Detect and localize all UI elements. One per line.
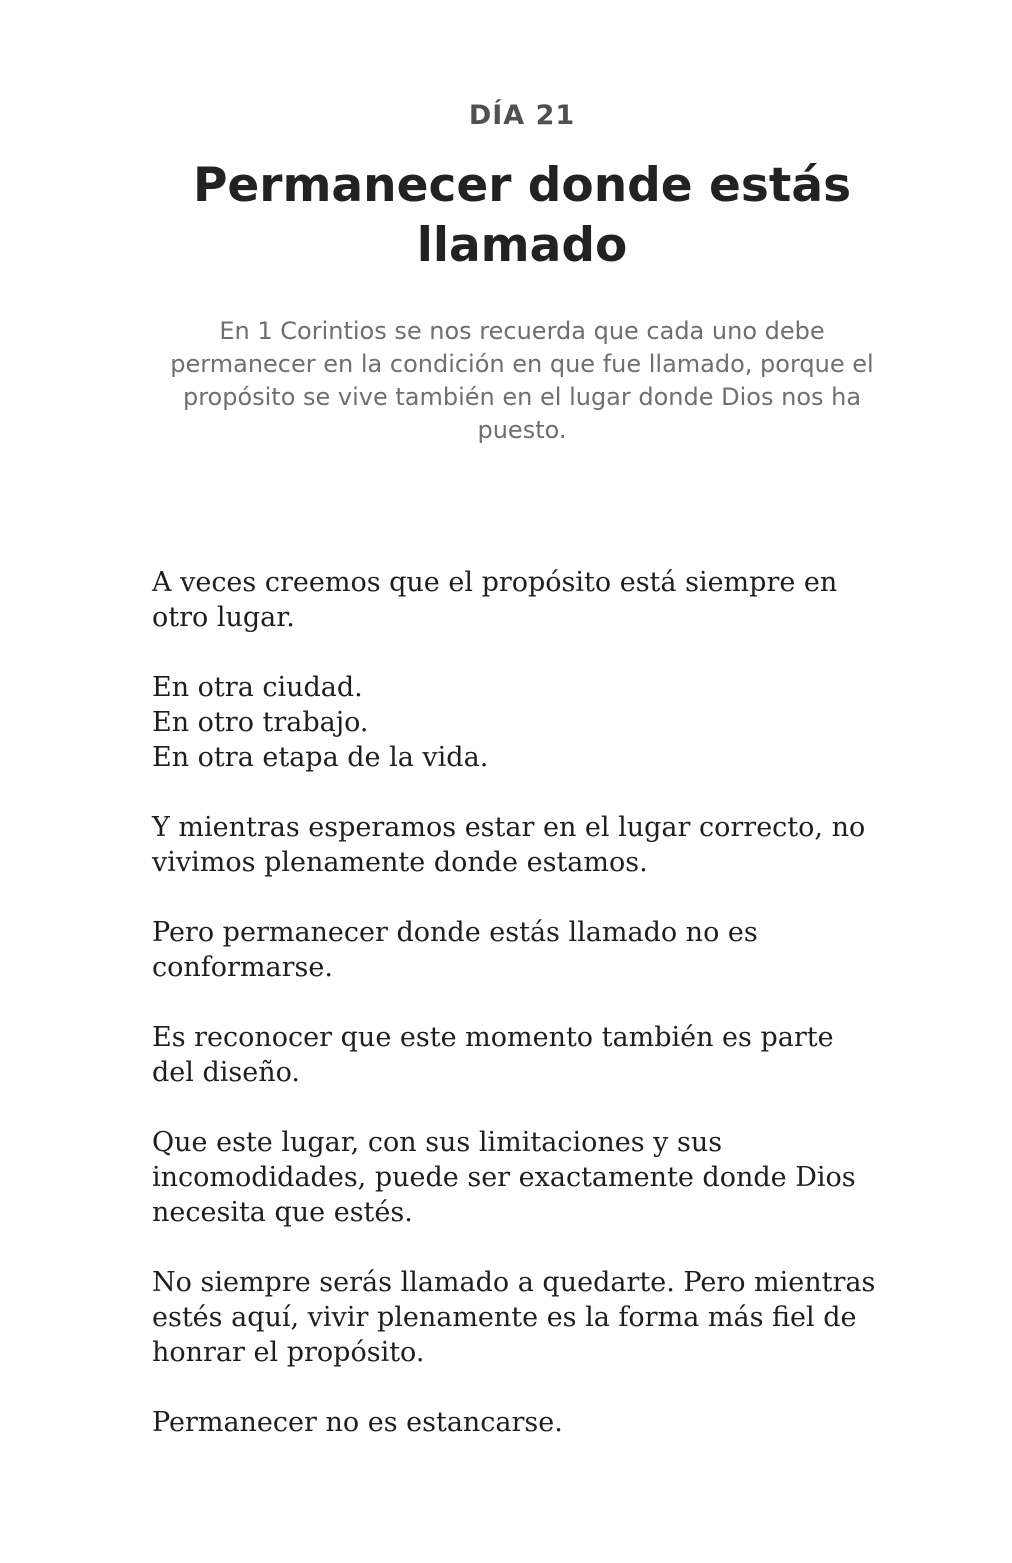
body-text bbox=[152, 565, 882, 1475]
paragraph: Pero permanecer donde estás llamado no es conformarse. bbox=[152, 917, 758, 983]
intro-text: En 1 Corintios se nos recuerda que cada uno debe permanecer en la condición en que fue llamado, porque el propósito se vive también en el lugar donde Dios nos ha puesto. bbox=[170, 317, 874, 444]
paragraph: Que este lugar, con sus limitaciones y sus incomodidades, puede ser exactamente donde Dios necesita que estés. bbox=[152, 1127, 856, 1228]
paragraph: Es reconocer que este momento también es parte del diseño. bbox=[152, 1022, 834, 1088]
paragraph: En otra ciudad. En otro trabajo. En otra etapa de la vida. bbox=[152, 672, 489, 773]
paragraph: No siempre serás llamado a quedarte. Pero mientras estés aquí, vivir plenamente es la forma más fiel de honrar el propósito. bbox=[152, 1267, 876, 1368]
day-label: DÍA 21 bbox=[468, 100, 576, 131]
paragraph: Permanecer no es estancarse. bbox=[152, 1407, 563, 1438]
paragraph: Y mientras esperamos estar en el lugar correcto, no vivimos plenamente donde estamos. bbox=[152, 812, 866, 878]
page-title: Permanecer donde estás llamado bbox=[192, 158, 852, 273]
paragraph: A veces creemos que el propósito está siempre en otro lugar. bbox=[152, 567, 838, 633]
